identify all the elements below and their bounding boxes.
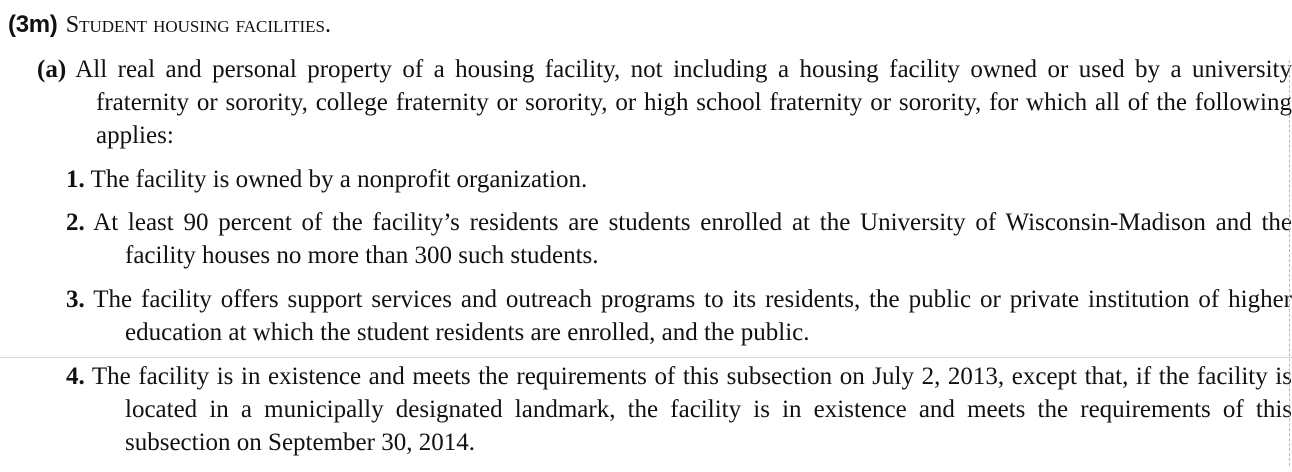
- margin-guide: [1289, 60, 1290, 466]
- list-item-2: [66, 206, 1292, 272]
- subsection-number: (3m): [8, 11, 58, 38]
- paragraph-a: [37, 53, 1292, 152]
- list-item-label: 2.: [66, 209, 85, 236]
- list-item-text: The facility offers support services and outreach programs to its residents, the public or private institution of higher education at which the student residents are enrolled, and the public.: [93, 286, 1292, 346]
- list-item-label: 1.: [66, 166, 85, 193]
- subsection-title: Student housing facilities.: [65, 12, 331, 38]
- list-item-text: At least 90 percent of the facility’s residents are students enrolled at the University of Wisconsin-Madison and the facility houses no more than 300 such students.: [93, 209, 1292, 269]
- list-item-text: The facility is owned by a nonprofit organization.: [90, 166, 588, 193]
- list-item-text: The facility is in existence and meets the requirements of this subsection on July 2, 2013, except that, if the facility is located in a municipally designated landmark, the facility is in existence and meets the requirements of this subsection on September 30, 2014.: [91, 363, 1292, 456]
- paragraph-a-text: All real and personal property of a housing facility, not including a housing facility owned or used by a university fraternity or sorority, college fraternity or sorority, or high school fraternity or sorority, for which all of the following applies:: [75, 56, 1292, 149]
- list-item-label: 4.: [66, 363, 85, 390]
- list-item-label: 3.: [66, 286, 85, 313]
- list-item-1: [66, 163, 1292, 196]
- subsection-heading: [8, 8, 331, 42]
- list-item-3: [66, 283, 1292, 349]
- list-item-4: [66, 360, 1292, 459]
- paragraph-a-label: (a): [37, 56, 67, 83]
- section-divider: [0, 357, 1292, 358]
